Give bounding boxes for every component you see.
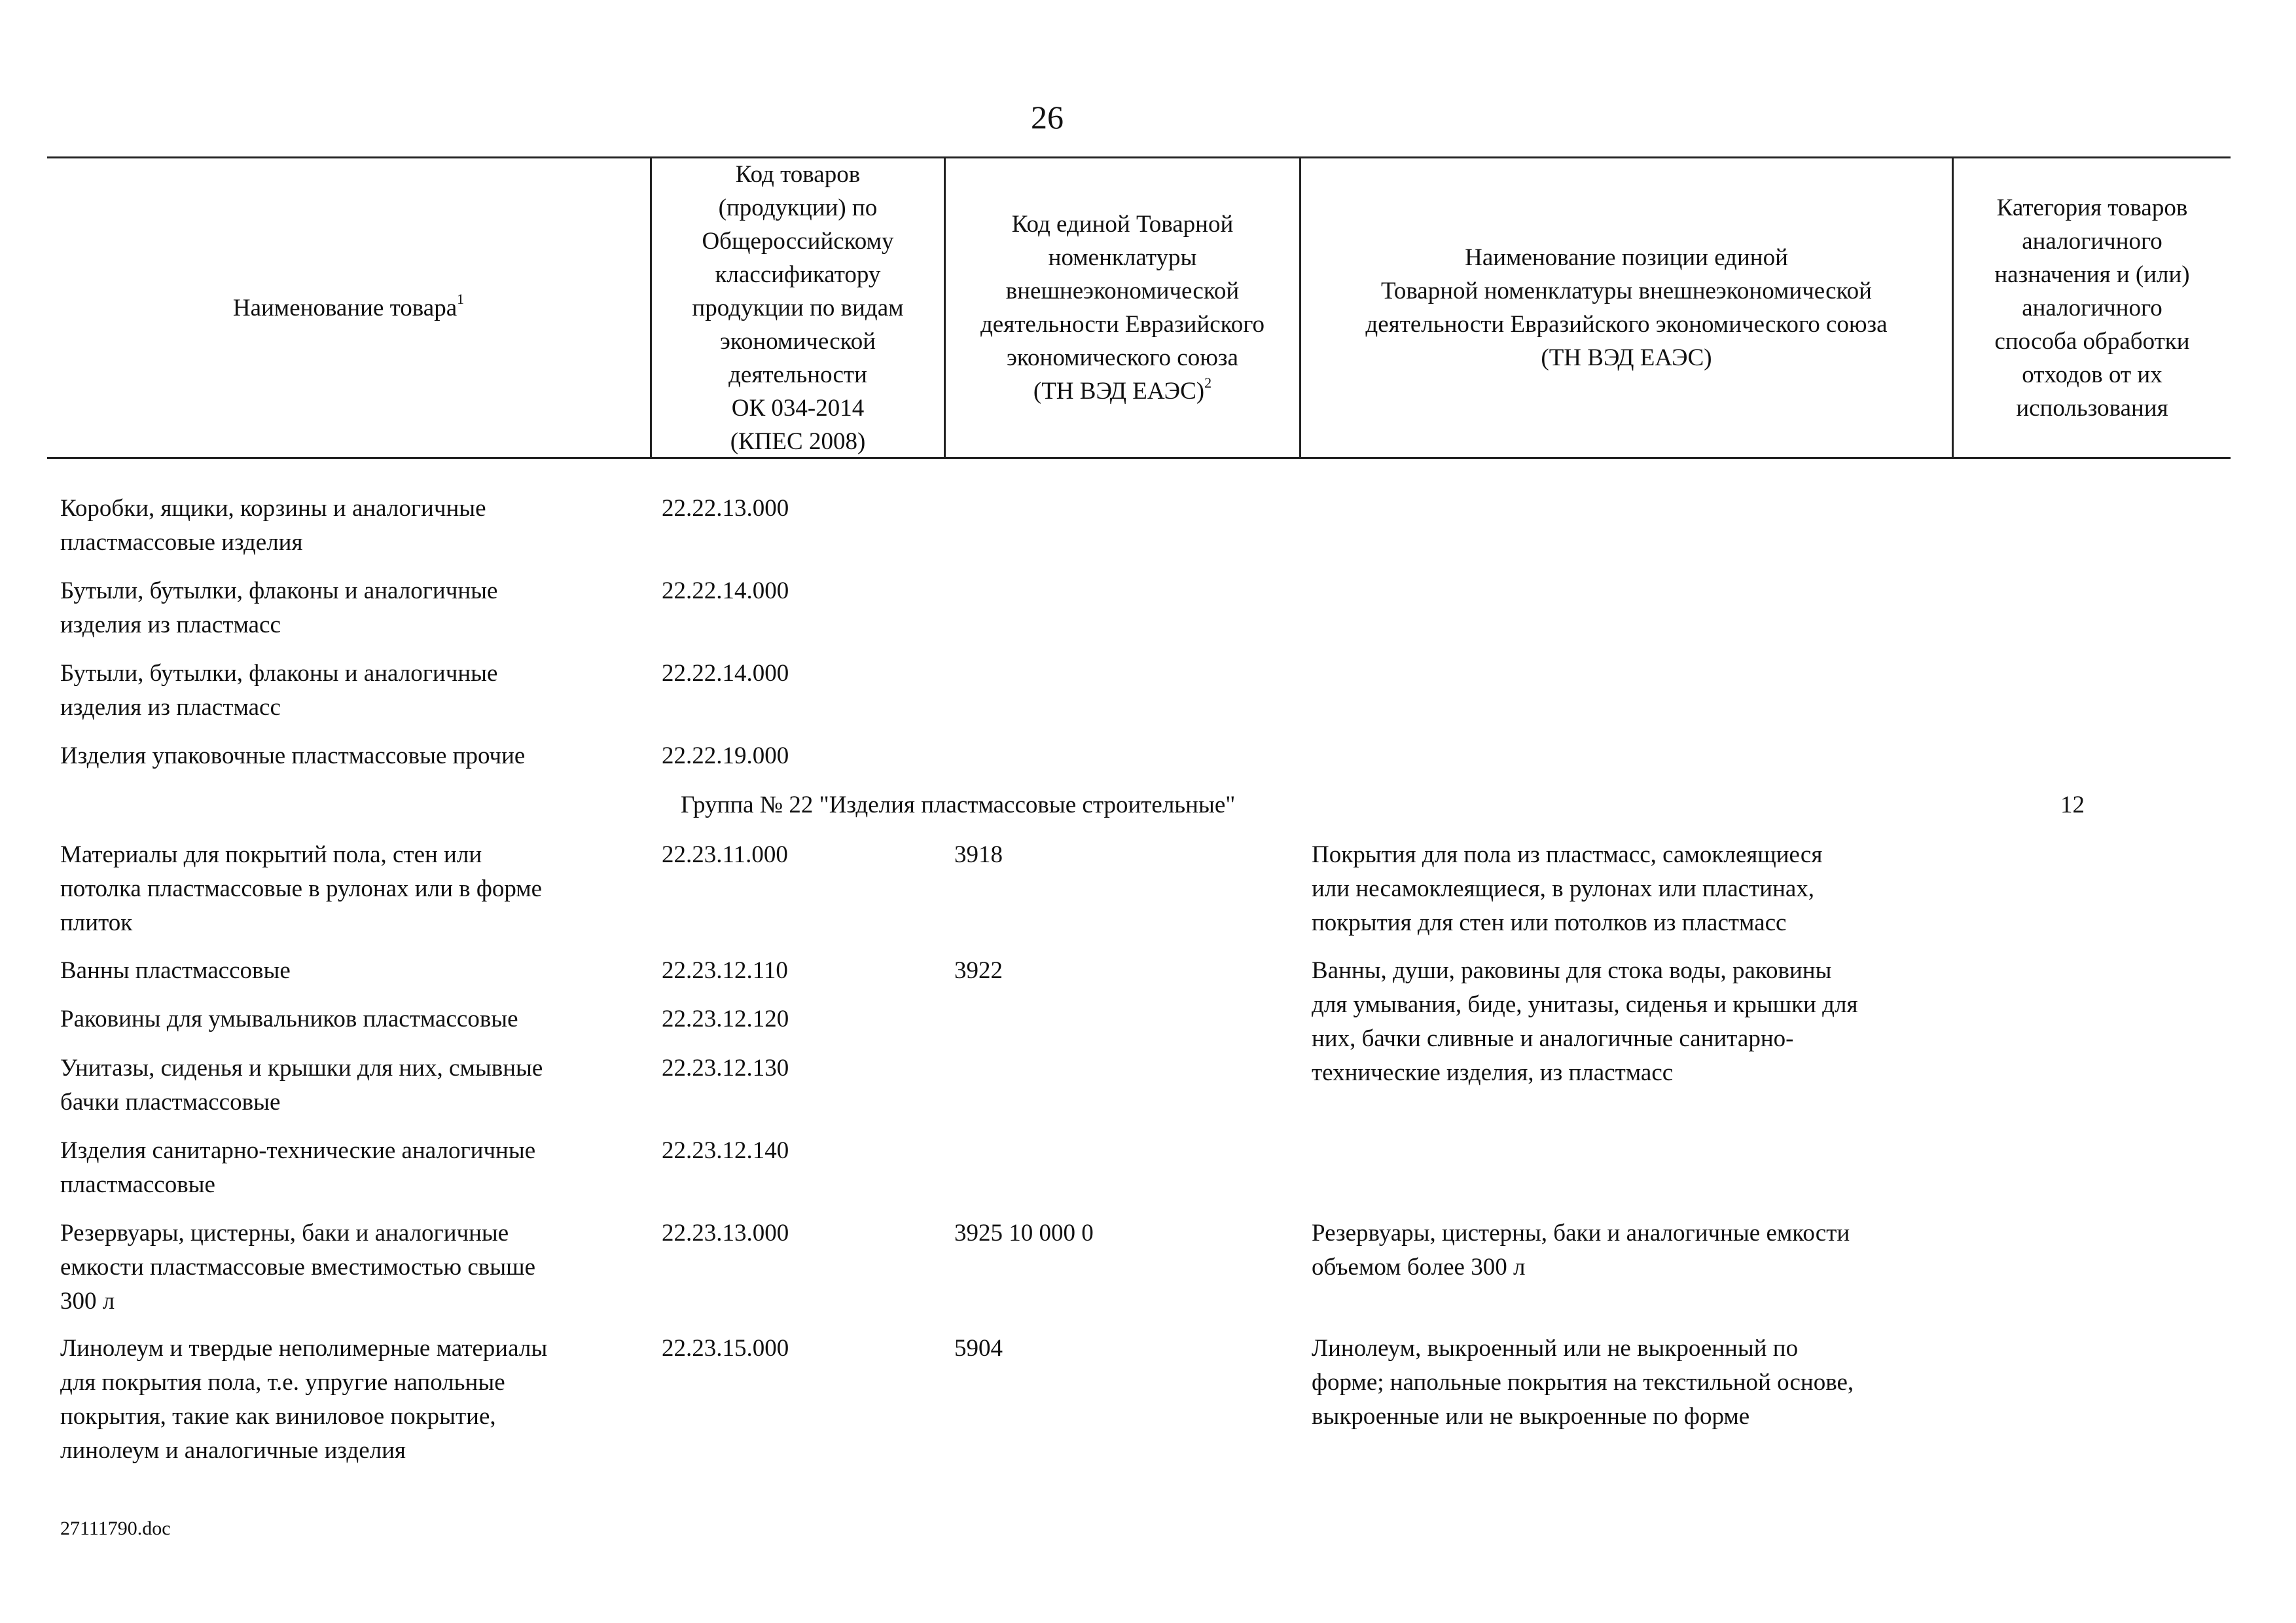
product-name: Унитазы, сиденья и крышки для них, смывные бачки пластмассовые (60, 1055, 543, 1116)
okpd-code: 22.22.13.000 (662, 495, 789, 522)
okpd-code: 22.22.19.000 (662, 742, 789, 769)
header-category: Категория товаров аналогичного назначения и (или) аналогичного способа обработки отходов от их использования (1994, 194, 2190, 422)
header-okpd-code: Код товаров (продукции) по Общероссийскому классификатору продукции по видам экономической деятельности ОК 034-2014 (КПЕС 2008) (692, 160, 904, 455)
product-name: Резервуары, цистерны, баки и аналогичные емкости пластмассовые вместимостью свыше 300 л (60, 1220, 536, 1315)
tnved-code: 3922 (954, 957, 1003, 984)
footnote-marker: 2 (1204, 374, 1212, 391)
product-name: Изделия санитарно-технические аналогичные пластмассовые (60, 1137, 536, 1198)
okpd-code: 22.23.12.130 (662, 1055, 789, 1082)
product-name: Бутыли, бутылки, флаконы и аналогичные изделия из пластмасс (60, 577, 498, 638)
okpd-code: 22.23.11.000 (662, 841, 788, 868)
product-name: Бутыли, бутылки, флаконы и аналогичные изделия из пластмасс (60, 660, 498, 721)
okpd-code: 22.22.14.000 (662, 660, 789, 687)
tnved-code: 3918 (954, 841, 1003, 868)
okpd-code: 22.23.15.000 (662, 1335, 789, 1362)
product-name: Раковины для умывальников пластмассовые (60, 1006, 518, 1032)
group-category: 12 (2060, 792, 2085, 818)
product-name: Линолеум и твердые неполимерные материалы для покрытия пола, т.е. упругие напольные покрытия, такие как виниловое покрытие, линолеум и аналогичные изделия (60, 1335, 548, 1464)
group-title: Группа № 22 "Изделия пластмассовые строительные" (681, 792, 1236, 818)
okpd-code: 22.23.12.110 (662, 957, 788, 984)
document-filename: 27111790.doc (60, 1518, 171, 1539)
header-tnved-code: Код единой Товарной номенклатуры внешнеэкономической деятельности Евразийского экономического союза (ТН ВЭД ЕАЭС)$^2$ (980, 211, 1265, 405)
product-name: Материалы для покрытий пола, стен или потолка пластмассовые в рулонах или в форме плиток (60, 841, 543, 936)
product-name: Ванны пластмассовые (60, 957, 291, 984)
okpd-code: 22.22.14.000 (662, 577, 789, 604)
product-name: Изделия упаковочные пластмассовые прочие (60, 742, 526, 769)
footnote-marker: 1 (457, 291, 465, 308)
tnved-description: Покрытия для пола из пластмасс, самоклеящиеся или несамоклеящиеся, в рулонах или пластинах, покрытия для стен или потолков из пластмасс (1312, 841, 1823, 936)
tnved-code: 5904 (954, 1335, 1003, 1362)
okpd-code: 22.23.12.120 (662, 1006, 789, 1032)
tnved-description: Резервуары, цистерны, баки и аналогичные емкости объемом более 300 л (1312, 1220, 1850, 1281)
header-product-name: Наименование товара$^1$ (232, 291, 465, 321)
okpd-code: 22.23.12.140 (662, 1137, 789, 1164)
page-number: 26 (1031, 99, 1064, 136)
product-name: Коробки, ящики, корзины и аналогичные пластмассовые изделия (60, 495, 486, 556)
tnved-code: 3925 10 000 0 (954, 1220, 1094, 1247)
tnved-description: Ванны, души, раковины для стока воды, раковины для умывания, биде, унитазы, сиденья и крышки для них, бачки сливные и аналогичные санитарно- технические изделия, из пластмасс (1312, 957, 1858, 1086)
okpd-code: 22.23.13.000 (662, 1220, 789, 1247)
header-tnved-name: Наименование позиции единой Товарной номенклатуры внешнеэкономической деятельности Евразийского экономического союза (ТН ВЭД ЕАЭС) (1365, 244, 1888, 371)
tnved-description: Линолеум, выкроенный или не выкроенный по форме; напольные покрытия на текстильной основе, выкроенные или не выкроенные по форме (1312, 1335, 1854, 1430)
